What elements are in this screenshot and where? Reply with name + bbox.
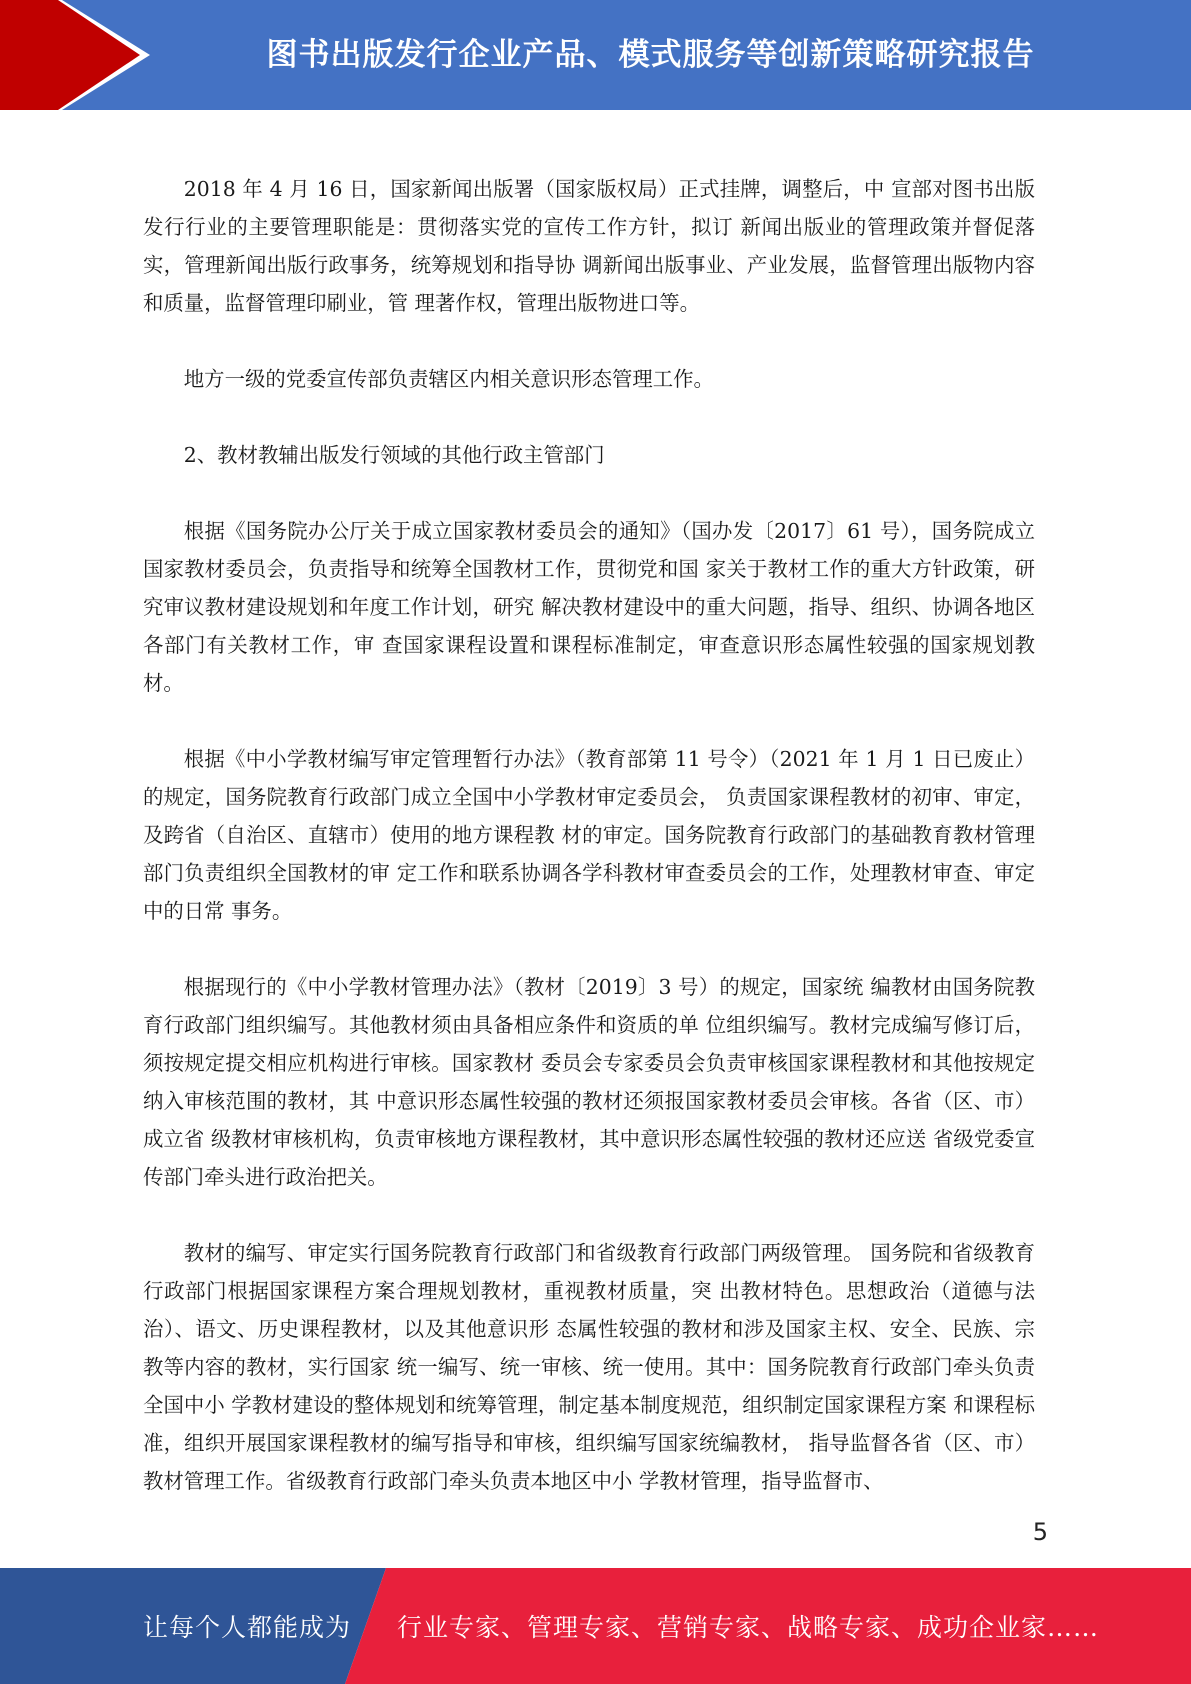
section-heading: 2、教材教辅出版发行领域的其他行政主管部门: [183, 443, 605, 467]
page-header: [0, 0, 1191, 110]
paragraph-4: 根据《中小学教材编写审定管理暂行办法》（教育部第 11 号令）（2021 年 1 月 1 日已废止）的规定，国务院教育行政部门成立全国中小学教材审定委员会， 负责国家课程教材的初审、审定，及跨省（自治区、直辖市）使用的地方课程教 材的审定。国务院教育行政部门的基础教育教材管理部门负责组织全国教材的审 定工作和联系协调各学科教材审查委员会的工作，处理教材审查、审定中的日常 事务。: [143, 747, 1035, 923]
page-number: 5: [1032, 1518, 1048, 1546]
report-title: 图书出版发行企业产品、模式服务等创新策略研究报告: [266, 36, 1035, 73]
chevron-arrow-icon: [0, 0, 160, 110]
paragraph-1: 2018 年 4 月 16 日，国家新闻出版署（国家版权局）正式挂牌，调整后，中 宣部对图书出版发行行业的主要管理职能是：贯彻落实党的宣传工作方针，拟订 新闻出版业的管理政策并督促落实，管理新闻出版行政事务，统筹规划和指导协 调新闻出版事业、产业发展，监督管理出版物内容和质量，监督管理印刷业，管 理著作权，管理出版物进口等。: [143, 177, 1035, 315]
paragraph-6: 教材的编写、审定实行国务院教育行政部门和省级教育行政部门两级管理。 国务院和省级教育行政部门根据国家课程方案合理规划教材，重视教材质量，突 出教材特色。思想政治（道德与法治）、语文、历史课程教材，以及其他意识形 态属性较强的教材和涉及国家主权、安全、民族、宗教等内容的教材，实行国家 统一编写、统一审核、统一使用。其中：国务院教育行政部门牵头负责全国中小 学教材建设的整体规划和统筹管理，制定基本制度规范，组织制定国家课程方案 和课程标准，组织开展国家课程教材的编写指导和审核，组织编写国家统编教材， 指导监督各省（区、市）教材管理工作。省级教育行政部门牵头负责本地区中小 学教材管理，指导监督市、: [143, 1241, 1035, 1493]
paragraph-5: 根据现行的《中小学教材管理办法》（教材〔2019〕3 号）的规定，国家统 编教材由国务院教育行政部门组织编写。其他教材须由具备相应条件和资质的单 位组织编写。教材完成编写修订后，须按规定提交相应机构进行审核。国家教材 委员会专家委员会负责审核国家课程教材和其他按规定纳入审核范围的教材，其 中意识形态属性较强的教材还须报国家教材委员会审核。各省（区、市）成立省 级教材审核机构，负责审核地方课程教材，其中意识形态属性较强的教材还应送 省级党委宣传部门牵头进行政治把关。: [143, 975, 1035, 1189]
footer-slogan-right: 行业专家、管理专家、营销专家、战略专家、成功企业家……: [397, 1613, 1100, 1642]
page-footer: [0, 1568, 1191, 1684]
paragraph-2: 地方一级的党委宣传部负责辖区内相关意识形态管理工作。: [183, 367, 714, 391]
document-body: [143, 170, 1035, 1538]
paragraph-3: 根据《国务院办公厅关于成立国家教材委员会的通知》（国办发〔2017〕61 号），国务院成立国家教材委员会，负责指导和统筹全国教材工作，贯彻党和国 家关于教材工作的重大方针政策，研究审议教材建设规划和年度工作计划，研究 解决教材建设中的重大问题，指导、组织、协调各地区各部门有关教材工作，审 查国家课程设置和课程标准制定，审查意识形态属性较强的国家规划教材。: [143, 519, 1035, 695]
footer-slogan-left: 让每个人都能成为: [143, 1613, 352, 1642]
